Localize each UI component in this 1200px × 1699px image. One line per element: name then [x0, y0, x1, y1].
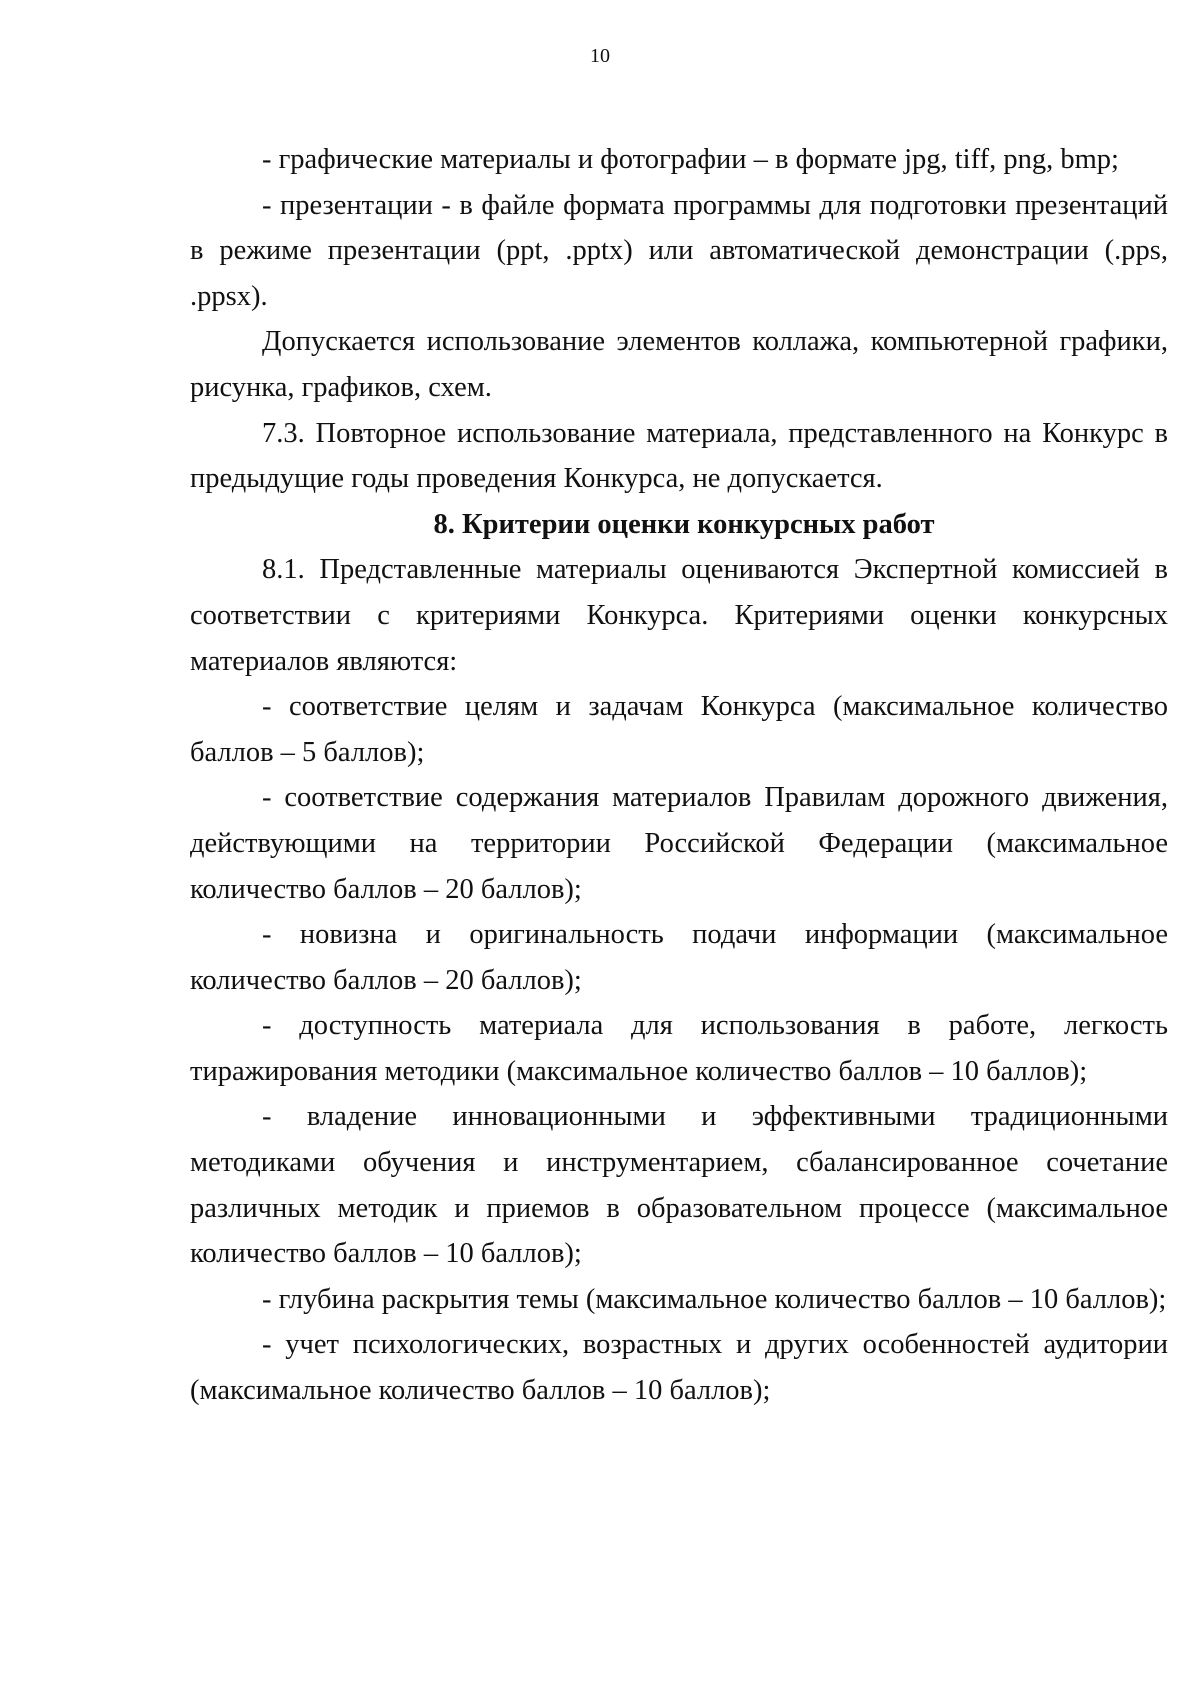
paragraph-allowed-elements: Допускается использование элементов коллажа, компьютерной графики, рисунка, графиков, схем. — [190, 326, 1168, 403]
paragraph-7-3: 7.3. Повторное использование материала, представленного на Конкурс в предыдущие годы проведения Конкурса, не допускается. — [190, 417, 1168, 495]
criterion-item: - глубина раскрытия темы (максимальное количество баллов – 10 баллов); — [262, 1283, 1167, 1315]
document-body — [190, 137, 1168, 1414]
paragraph-8-1: 8.1. Представленные материалы оцениваются Экспертной комиссией в соответствии с критериями Конкурса. Критериями оценки конкурсных материалов являются: — [190, 554, 1168, 677]
paragraph-graphic-formats: - графические материалы и фотографии – в формате jpg, tiff, png, bmp; — [262, 144, 1119, 175]
criterion-item: - соответствие содержания материалов Правилам дорожного движения, действующими на территории Российской Федерации (максимальное количество баллов – 20 баллов); — [190, 782, 1168, 905]
page-number: 10 — [590, 45, 610, 67]
criterion-item: - учет психологических, возрастных и других особенностей аудитории (максимальное количество баллов – 10 баллов); — [190, 1329, 1168, 1407]
criterion-item: - доступность материала для использования в работе, легкость тиражирования методики (максимальное количество баллов – 10 баллов); — [190, 1010, 1168, 1087]
criterion-item: - новизна и оригинальность подачи информации (максимальное количество баллов – 20 баллов); — [190, 919, 1168, 996]
criterion-item: - соответствие целям и задачам Конкурса (максимальное количество баллов – 5 баллов); — [190, 691, 1168, 768]
criterion-item: - владение инновационными и эффективными традиционными методиками обучения и инструментарием, сбалансированное сочетание различных методик и приемов в образовательном процессе (максимальное количество баллов – 10 баллов); — [190, 1101, 1168, 1270]
paragraph-presentation-formats: - презентации - в файле формата программы для подготовки презентаций в режиме презентации (ppt, .pptx) или автоматической демонстрации (.pps, .ppsx). — [190, 189, 1168, 312]
section-heading: 8. Критерии оценки конкурсных работ — [433, 508, 935, 540]
